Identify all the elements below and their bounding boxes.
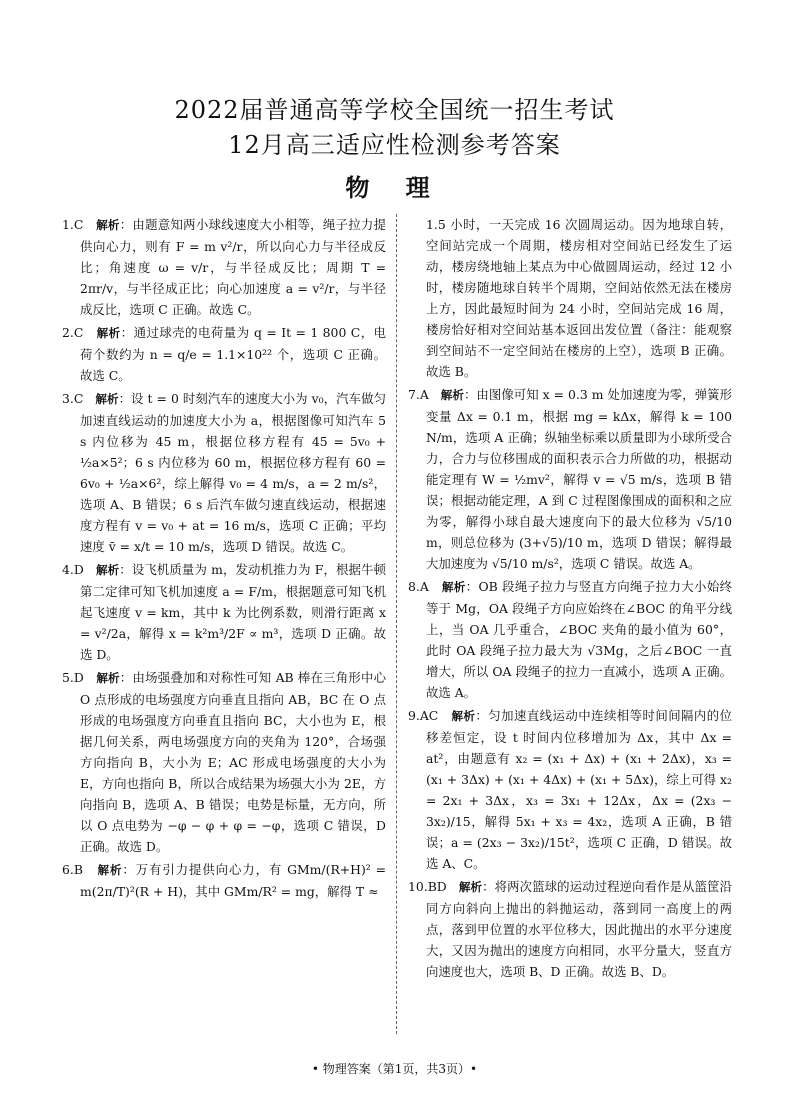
answer-item-6-continued <box>408 214 732 382</box>
answer-text: 1.5 小时，一天完成 16 次圆周运动。因为地球自转，空间站完成一个周期，楼房相对空间站已经发生了运动，楼房绕地轴上某点为中心做圆周运动，经过 12 小时，楼房随地球自转半个周期，空间站依然无法在楼房上方，因此最短时间为 24 小时，空间站完成 16 周，楼房恰好相对空间站基本返回出发位置（备注：能观察到空间站不一定空间站在楼房的上空），选项 B 正确。故选 B。 <box>426 217 732 379</box>
answer-number: 2.C <box>62 325 84 340</box>
answer-text: 由图像可知 x = 0.3 m 处加速度为零，弹簧形变量 Δx = 0.1 m，根据 mg = kΔx，解得 k = 100 N/m，选项 A 正确；纵轴坐标乘以质量即为小球所受合力，合力与位移围成的面积表示合力所做的功，根据动能定理有 W = ½mv²，解得 v = √5 m/s，选项 B 错误；根据动能定理，A 到 C 过程图像围成的面积和之应为零，解得小球自最大速度向下的最大位移为 √5/10 m，则总位移为 (3+√5)/10 m，选项 D 错误；解得最大加速度为 √5/10 m/s²，选项 C 错误。故选 A。 <box>426 387 733 571</box>
answer-item-9: 9.AC 解析：匀加速直线运动中连续相等时间间隔内的位移差恒定，设 t 时间内位移增加为 Δx，其中 Δx = at²，由题意有 x₂ = (x₁ + Δx) + (x₁ + 2Δx)，x₃ = (x₁ + 3Δx) + (x₁ + 4Δx) + (x₁ + 5Δx)，综上可得 x₂ = 2x₁ + 3Δx，x₃ = 3x₁ + 12Δx，Δx = (2x₃ − 3x₂)/15，解得 5x₁ + x₃ = 4x₂，选项 A 正确，B 错误；a = (2x₃ − 3x₂)/15t²，选项 C 正确，D 错误。故选 A、C。 <box>408 708 733 871</box>
answer-number: 10.BD <box>408 879 447 894</box>
answer-text: 万有引力提供向心力，有 GMm/(R+H)² = m(2π/T)²(R + H)，其中 GMm/R² = mg，解得 T ≈ <box>80 862 387 899</box>
analysis-label: 解析 <box>97 863 123 877</box>
answer-number: 4.D <box>62 562 84 577</box>
column-divider <box>396 214 397 1034</box>
answer-number: 3.C <box>62 391 84 406</box>
analysis-label: 解析 <box>458 880 483 894</box>
left-answer-column <box>62 214 386 904</box>
exam-title-line1: 2022届普通高等学校全国统一招生考试 <box>174 96 615 124</box>
analysis-label: 解析 <box>96 671 120 685</box>
answer-item-4: 4.D 解析：设飞机质量为 m，发动机推力为 F，根据牛顿第二定律可知飞机加速度 a = F/m，根据题意可知飞机起飞速度 v = km，其中 k 为比例系数，则滑行距离 x = v²/2a，解得 x = k²m³/2F ∝ m³，选项 D 正确。故选 D。 <box>62 562 386 662</box>
analysis-label: 解析 <box>96 218 120 232</box>
answer-item-3: 3.C 解析：设 t = 0 时刻汽车的速度大小为 v₀，汽车做匀加速直线运动的加速度大小为 a，根据图像可知汽车 5 s 内位移为 45 m，根据位移方程有 45 = 5v₀ + ½a×5²；6 s 内位移为 60 m，根据位移方程有 60 = 6v₀ + ½a×6²，综上解得 v₀ = 4 m/s，a = 2 m/s²，选项 A、B 错误；6 s 后汽车做匀速直线运动，根据速度方程有 v = v₀ + at = 16 m/s，选项 C 正确；平均速度 v̄ = x/t = 10 m/s，选项 D 错误。故选 C。 <box>62 391 387 554</box>
analysis-label: 解析 <box>440 388 464 402</box>
answer-number: 8.A <box>408 579 429 594</box>
analysis-label: 解析 <box>96 563 120 577</box>
answer-text: 匀加速直线运动中连续相等时间间隔内的位移差恒定，设 t 时间内位移增加为 Δx，其中 Δx = at²，由题意有 x₂ = (x₁ + Δx) + (x₁ + 2Δx)，x₃ = (x₁ + 3Δx) + (x₁ + 4Δx) + (x₁ + 5Δx)，综上可得 x₂ = 2x₁ + 3Δx，x₃ = 3x₁ + 12Δx，Δx = (2x₃ − 3x₂)/15，解得 5x₁ + x₃ = 4x₂，选项 A 正确，B 错误；a = (2x₃ − 3x₂)/15t²，选项 C 正确，D 错误。故选 A、C。 <box>426 708 733 871</box>
answer-item-10: 10.BD 解析：将两次篮球的运动过程逆向看作是从篮筐沿同方向斜向上抛出的斜抛运动，落到同一高度上的两点，落到甲位置的水平位移大，因此抛出的水平分速度大，又因为抛出的速度方向相同，水平分量大，竖直方向速度也大，选项 B、D 正确。故选 B、D。 <box>408 879 733 979</box>
answer-number: 1.C <box>62 217 84 232</box>
answer-number: 5.D <box>62 670 84 685</box>
answer-number: 9.AC <box>408 708 439 723</box>
answer-text: 由题意知两小球线速度大小相等，绳子拉力提供向心力，则有 F = m v²/r，所以向心力与半径成反比；角速度 ω = v/r，与半径成反比；周期 T = 2πr/v，与半径成正比；向心加速度 a = v²/r，与半径成反比，选项 C 正确。故选 C。 <box>80 217 387 317</box>
answer-text: OB 段绳子拉力与竖直方向绳子拉力大小始终等于 Mg，OA 段绳子方向应始终在∠BOC 的角平分线上，当 OA 几乎重合，∠BOC 夹角的最小值为 60°，此时 OA 段绳子拉力最大为 √3Mg，之后∠BOC 一直增大，所以 OA 段绳子的拉力一直减小，选项 A 正确。故选 A。 <box>426 579 733 700</box>
answer-item-1: 1.C 解析：由题意知两小球线速度大小相等，绳子拉力提供向心力，则有 F = m v²/r，所以向心力与半径成反比；角速度 ω = v/r，与半径成反比；周期 T = 2πr/v，与半径成正比；向心加速度 a = v²/r，与半径成反比，选项 C 正确。故选 C。 <box>62 217 387 317</box>
answer-text: 通过球壳的电荷量为 q = It = 1 800 C，电荷个数约为 n = q/e = 1.1×10²² 个，选项 C 正确。故选 C。 <box>80 325 387 383</box>
analysis-label: 解析 <box>95 392 119 406</box>
answer-text: 由场强叠加和对称性可知 AB 棒在三角形中心 O 点形成的电场强度方向垂直且指向 AB，BC 在 O 点形成的电场强度方向垂直且指向 BC，大小也为 E，根据几何关系，两电场强度方向的夹角为 120°，合场强方向指向 B，大小为 E；AC 形成电场强度的大小为 E，方向也指向 B，所以合成结果为场强大小为 2E，方向指向 B，选项 A、B 错误；电势是标量，无方向，所以 O 点电势为 −φ − φ + φ = −φ，选项 C 错误，D 正确。故选 D。 <box>80 670 386 854</box>
answer-item-7: 7.A 解析：由图像可知 x = 0.3 m 处加速度为零，弹簧形变量 Δx = 0.1 m，根据 mg = kΔx，解得 k = 100 N/m，选项 A 正确；纵轴坐标乘以质量即为小球所受合力，合力与位移围成的面积表示合力所做的功，根据动能定理有 W = ½mv²，解得 v = √5 m/s，选项 B 错误；根据动能定理，A 到 C 过程图像围成的面积和之应为零，解得小球自最大速度向下的最大位移为 √5/10 m，则总位移为 (3+√5)/10 m，选项 D 错误；解得最大加速度为 √5/10 m/s²，选项 C 错误。故选 A。 <box>408 387 733 571</box>
answer-text: 将两次篮球的运动过程逆向看作是从篮筐沿同方向斜向上抛出的斜抛运动，落到同一高度上的两点，落到甲位置的水平位移大，因此抛出的水平分速度大，又因为抛出的速度方向相同，水平分量大，竖直方向速度也大，选项 B、D 正确。故选 B、D。 <box>426 879 733 979</box>
page-footer: • 物理答案（第1页，共3页）• <box>311 1062 478 1076</box>
exam-title-line2: 12月高三适应性检测参考答案 <box>228 131 561 159</box>
answer-item-6: 6.B 解析：万有引力提供向心力，有 GMm/(R+H)² = m(2π/T)²(R + H)，其中 GMm/R² = mg，解得 T ≈ <box>62 862 387 899</box>
answer-item-2: 2.C 解析：通过球壳的电荷量为 q = It = 1 800 C，电荷个数约为 n = q/e = 1.1×10²² 个，选项 C 正确。故选 C。 <box>62 325 387 383</box>
right-answer-column <box>408 214 732 984</box>
analysis-label: 解析 <box>451 709 476 723</box>
analysis-label: 解析 <box>441 580 466 594</box>
analysis-label: 解析 <box>96 326 121 340</box>
answer-text: 设飞机质量为 m，发动机推力为 F，根据牛顿第二定律可知飞机加速度 a = F/m，根据题意可知飞机起飞速度 v = km，其中 k 为比例系数，则滑行距离 x = v²/2a，解得 x = k²m³/2F ∝ m³，选项 D 正确。故选 D。 <box>80 562 386 662</box>
answer-text: 设 t = 0 时刻汽车的速度大小为 v₀，汽车做匀加速直线运动的加速度大小为 a，根据图像可知汽车 5 s 内位移为 45 m，根据位移方程有 45 = 5v₀ + ½a×5²；6 s 内位移为 60 m，根据位移方程有 60 = 6v₀ + ½a×6²，综上解得 v₀ = 4 m/s，a = 2 m/s²，选项 A、B 错误；6 s 后汽车做匀速直线运动，根据速度方程有 v = v₀ + at = 16 m/s，选项 C 正确；平均速度 v̄ = x/t = 10 m/s，选项 D 错误。故选 C。 <box>80 391 387 554</box>
answer-item-5: 5.D 解析：由场强叠加和对称性可知 AB 棒在三角形中心 O 点形成的电场强度方向垂直且指向 AB，BC 在 O 点形成的电场强度方向垂直且指向 BC，大小也为 E，根据几何关系，两电场强度方向的夹角为 120°，合场强方向指向 B，大小为 E；AC 形成电场强度的大小为 E，方向也指向 B，所以合成结果为场强大小为 2E，方向指向 B，选项 A、B 错误；电势是标量，无方向，所以 O 点电势为 −φ − φ + φ = −φ，选项 C 错误，D 正确。故选 D。 <box>62 670 386 854</box>
answer-number: 6.B <box>62 862 83 877</box>
answer-number: 7.A <box>408 387 429 402</box>
subject-heading: 物 理 <box>345 174 444 202</box>
answer-item-8: 8.A 解析：OB 段绳子拉力与竖直方向绳子拉力大小始终等于 Mg，OA 段绳子方向应始终在∠BOC 的角平分线上，当 OA 几乎重合，∠BOC 夹角的最小值为 60°，此时 OA 段绳子拉力最大为 √3Mg，之后∠BOC 一直增大，所以 OA 段绳子的拉力一直减小，选项 A 正确。故选 A。 <box>408 579 733 700</box>
